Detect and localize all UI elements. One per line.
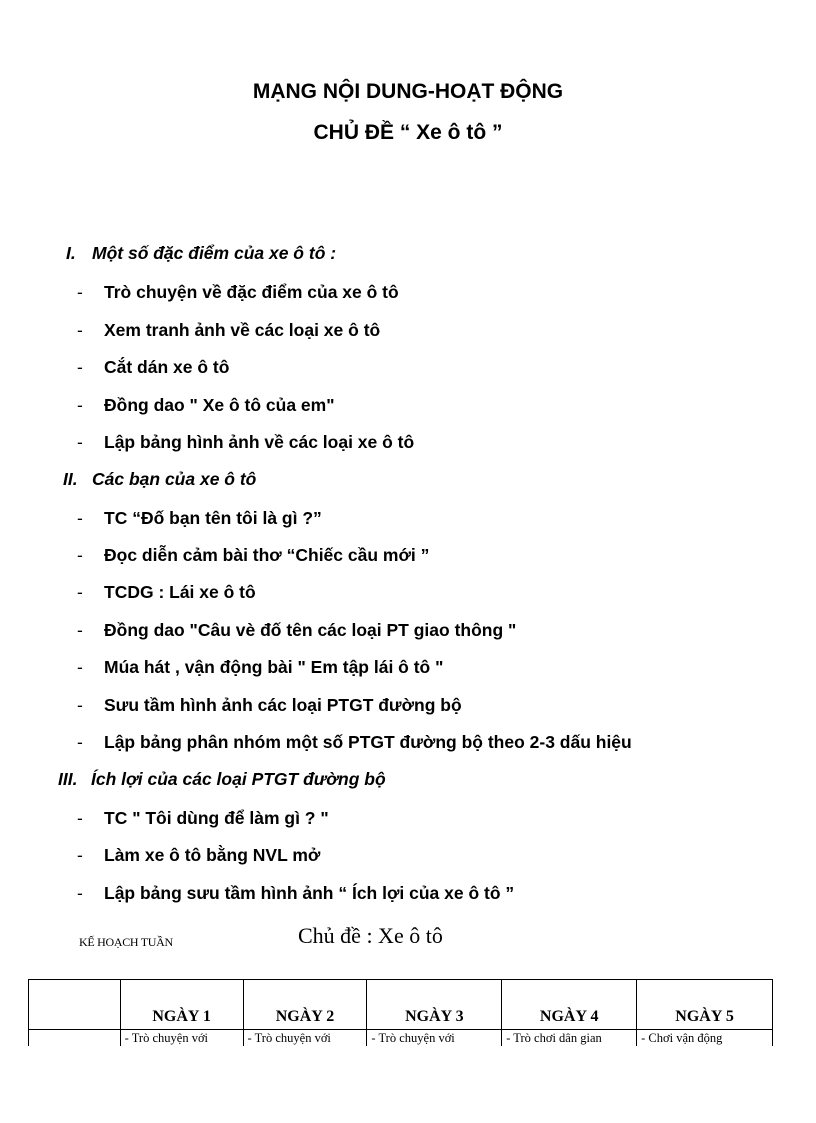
list-item — [77, 508, 322, 529]
list-item — [77, 545, 429, 566]
table-cell: - Trò chuyện với — [243, 1030, 367, 1103]
dash-marker: - — [77, 357, 83, 377]
table-cell: - Trò chuyện với — [120, 1030, 243, 1103]
table-header-cell: NGÀY 1 — [120, 980, 243, 1030]
dash-marker: - — [77, 845, 83, 865]
list-item-text: Lập bảng phân nhóm một số PTGT đường bộ theo 2-3 dấu hiệu — [104, 732, 632, 752]
list-item — [77, 432, 414, 453]
section-title: Ích lợi của các loại PTGT đường bộ — [91, 769, 386, 789]
list-item-text: TCDG : Lái xe ô tô — [104, 582, 256, 602]
list-item — [77, 732, 632, 753]
section-number: III. — [58, 769, 78, 789]
dash-marker: - — [77, 620, 83, 640]
table-header-cell: NGÀY 5 — [637, 980, 773, 1030]
list-item — [77, 808, 329, 829]
section-number: II. — [63, 469, 78, 489]
dash-marker: - — [77, 432, 83, 452]
section-heading-1 — [66, 243, 336, 264]
list-item-text: Sưu tầm hình ảnh các loại PTGT đường bộ — [104, 695, 462, 715]
list-item-text: Trò chuyện về đặc điểm của xe ô tô — [104, 282, 399, 302]
table-header-row — [29, 980, 773, 1030]
page-title: MẠNG NỘI DUNG-HOẠT ĐỘNG — [252, 80, 564, 103]
list-item-text: Đồng dao " Xe ô tô của em" — [104, 395, 335, 415]
dash-marker: - — [77, 582, 83, 602]
section-heading-2 — [63, 469, 256, 490]
dash-marker: - — [77, 808, 83, 828]
list-item-text: Đọc diễn cảm bài thơ “Chiếc cầu mới ” — [104, 545, 430, 565]
table-cell: - Trò chơi dân gian — [502, 1030, 637, 1103]
dash-marker: - — [77, 508, 83, 528]
list-item — [77, 620, 516, 641]
table-cell: - Chơi vận động — [637, 1030, 773, 1103]
list-item-text: TC “Đố bạn tên tôi là gì ?” — [104, 508, 322, 528]
list-item-text: Làm xe ô tô bằng NVL mở — [104, 845, 321, 865]
list-item-text: Cắt dán xe ô tô — [104, 357, 230, 377]
list-item — [77, 320, 380, 341]
list-item-text: Lập bảng sưu tầm hình ảnh “ Ích lợi của xe ô tô ” — [104, 883, 515, 903]
table-header-cell: NGÀY 3 — [367, 980, 502, 1030]
list-item-text: Xem tranh ảnh về các loại xe ô tô — [104, 320, 381, 340]
page-subtitle: CHỦ ĐỀ “ Xe ô tô ” — [313, 121, 503, 144]
table-header-cell: NGÀY 2 — [243, 980, 367, 1030]
plan-theme: Chủ đề : Xe ô tô — [298, 923, 443, 948]
table-cell: - Trò chuyện với — [367, 1030, 502, 1103]
list-item-text: Lập bảng hình ảnh về các loại xe ô tô — [104, 432, 415, 452]
section-number: I. — [66, 243, 76, 263]
table-header-cell — [29, 980, 121, 1030]
section-heading-3 — [58, 769, 386, 790]
plan-label: KẾ HOẠCH TUẦN — [79, 935, 173, 949]
dash-marker: - — [77, 883, 83, 903]
list-item — [77, 657, 443, 678]
dash-marker: - — [77, 320, 83, 340]
list-item — [77, 695, 462, 716]
dash-marker: - — [77, 545, 83, 565]
list-item-text: Múa hát , vận động bài " Em tập lái ô tô " — [104, 657, 444, 677]
section-title: Một số đặc điểm của xe ô tô : — [92, 243, 337, 263]
list-item — [77, 282, 399, 303]
dash-marker: - — [77, 732, 83, 752]
list-item-text: Đồng dao "Câu vè đố tên các loại PT giao thông " — [104, 620, 517, 640]
dash-marker: - — [77, 395, 83, 415]
table-header-cell: NGÀY 4 — [502, 980, 637, 1030]
list-item — [77, 395, 335, 416]
list-item — [77, 845, 320, 866]
list-item — [77, 582, 256, 603]
list-item — [77, 357, 229, 378]
dash-marker: - — [77, 695, 83, 715]
page-cutoff — [0, 1046, 816, 1123]
dash-marker: - — [77, 282, 83, 302]
list-item-text: TC " Tôi dùng để làm gì ? " — [104, 808, 329, 828]
section-title: Các bạn của xe ô tô — [92, 469, 257, 489]
dash-marker: - — [77, 657, 83, 677]
list-item — [77, 883, 514, 904]
